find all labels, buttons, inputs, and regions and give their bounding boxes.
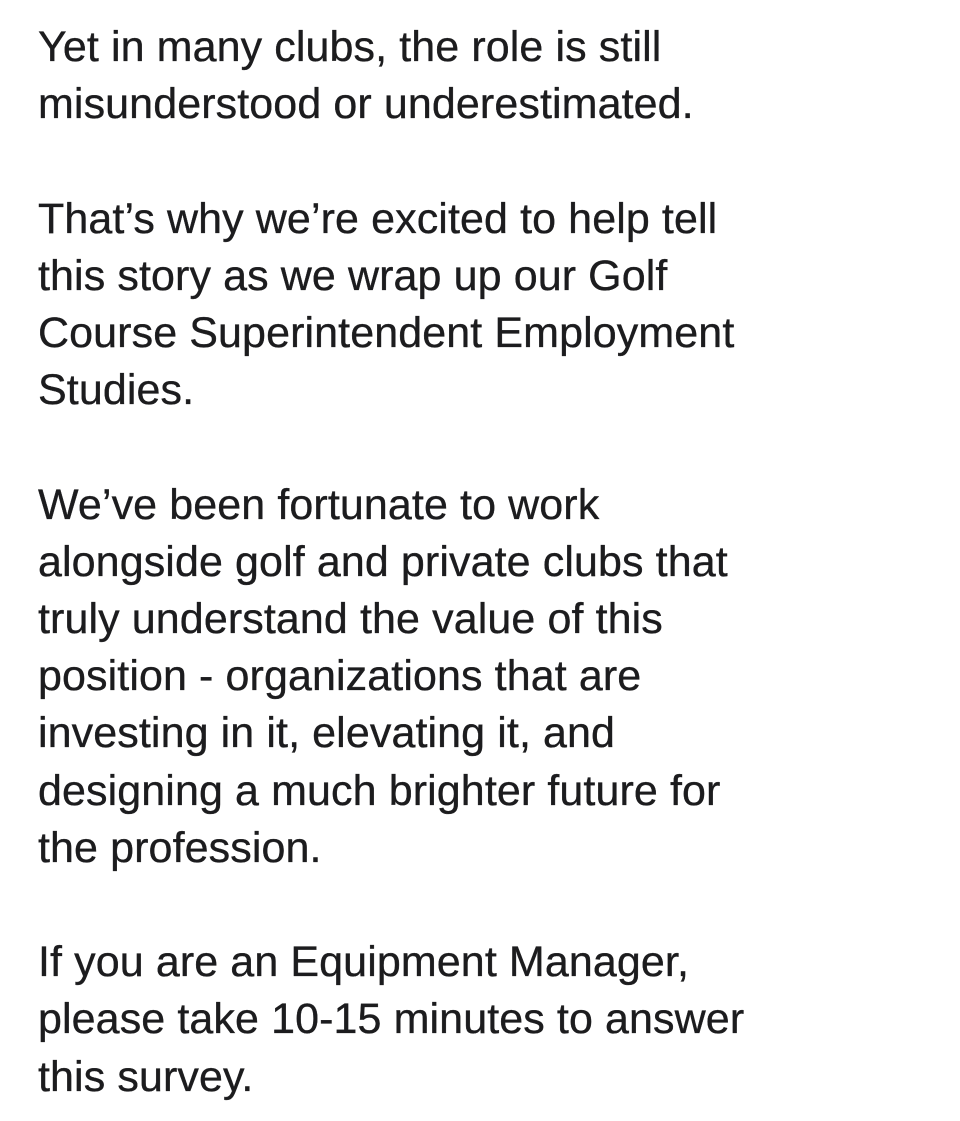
text-line: truly understand the value of this [38,595,663,643]
text-line: investing in it, elevating it, and [38,709,616,758]
note-body [38,19,938,1106]
text-line: designing a much brighter future for [38,766,721,815]
text-line: position - organizations that are [38,652,642,701]
text-line: the profession. [38,823,322,872]
text-line: If you are an Equipment Manager, [38,938,689,987]
text-line: We’ve been fortunate to work [38,480,600,529]
text-line: alongside golf and private clubs that [38,537,728,586]
text-line: please take 10-15 minutes to answer [38,995,745,1044]
paragraph-role-misunderstood [38,19,938,133]
paragraph-survey-request [38,934,938,1106]
text-line: misunderstood or underestimated. [38,80,694,129]
text-line: this story as we wrap up our Golf [38,251,668,300]
paragraph-excited-to-tell [38,191,938,420]
paragraph-fortunate-to-work [38,477,938,877]
text-line: Yet in many clubs, the role is still [38,23,662,71]
text-line: That’s why we’re excited to help tell [38,194,718,243]
text-line: Course Superintendent Employment [38,309,735,357]
text-line: Studies. [38,366,195,415]
text-line: this survey. [38,1052,254,1101]
